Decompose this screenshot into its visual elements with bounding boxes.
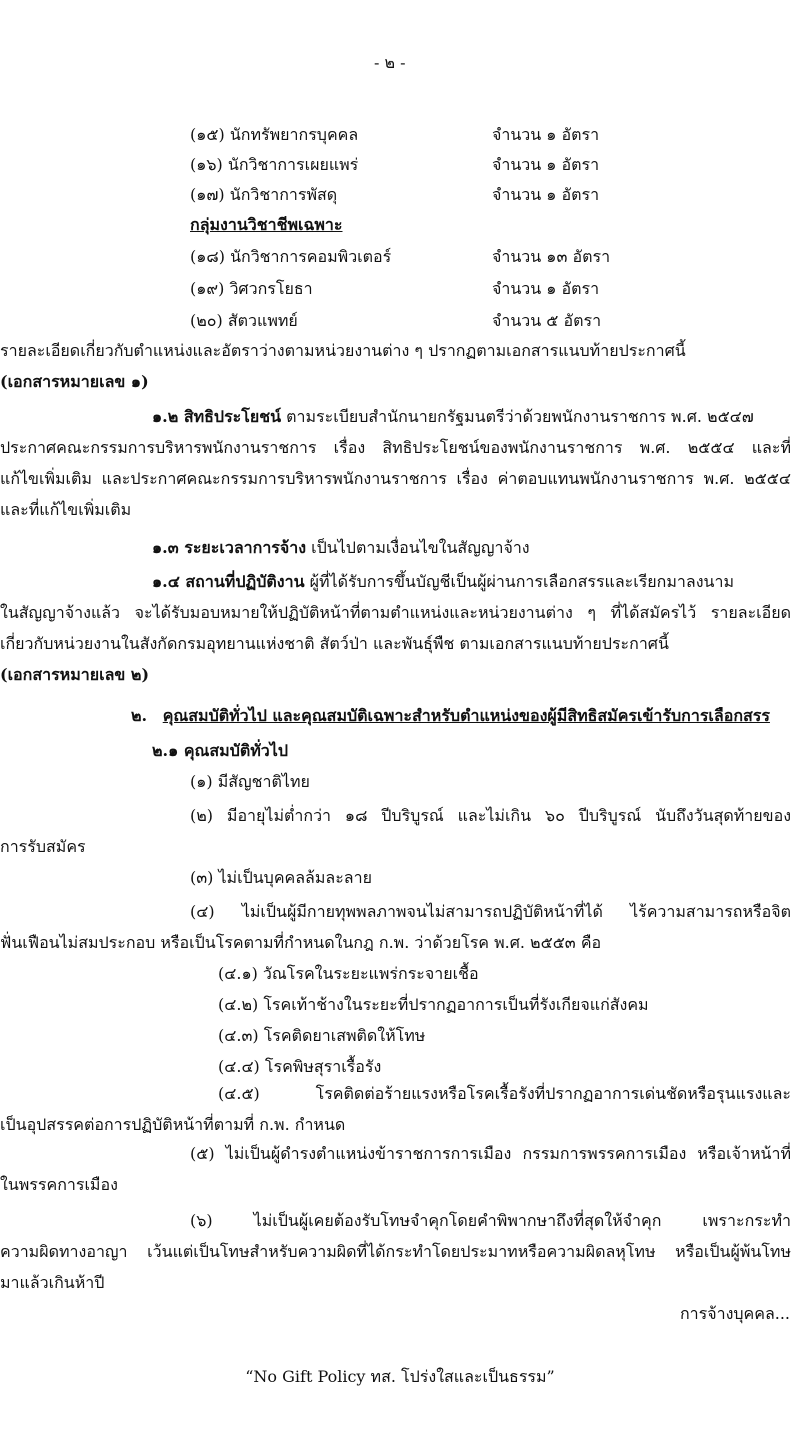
position-name: (๑๘) นักวิชาการคอมพิวเตอร์ bbox=[190, 247, 392, 266]
group-heading: กลุ่มงานวิชาชีพเฉพาะ bbox=[190, 215, 343, 234]
qualification-4-5-line1: (๔.๕) โรคติดต่อร้ายแรงหรือโรคเรื้อรังที่ปรากฏอาการเด่นชัดหรือรุนแรงและ bbox=[218, 1084, 791, 1103]
qualification-6-line1: (๖) ไม่เป็นผู้เคยต้องรับโทษจำคุกโดยคำพิพากษาถึงที่สุดให้จำคุก เพราะกระทำ bbox=[190, 1211, 791, 1230]
doc-ref-2: (เอกสารหมายเลข ๒) bbox=[0, 665, 150, 684]
section-1-2-line4: และที่แก้ไขเพิ่มเติม bbox=[0, 500, 132, 519]
section-1-3 bbox=[152, 537, 530, 559]
position-count: จำนวน ๑ อัตรา bbox=[492, 125, 600, 144]
qualification-4-2: (๔.๒) โรคเท้าช้างในระยะที่ปรากฏอาการเป็นที่รังเกียจแก่สังคม bbox=[218, 995, 649, 1014]
section-1-4-line2: ในสัญญาจ้างแล้ว จะได้รับมอบหมายให้ปฏิบัติหน้าที่ตามตำแหน่งและหน่วยงานต่าง ๆ ที่ได้สมัครไว้ รายละเอียด bbox=[0, 603, 791, 622]
position-name: (๑๗) นักวิชาการพัสดุ bbox=[190, 185, 338, 204]
details-line: รายละเอียดเกี่ยวกับตำแหน่งและอัตราว่างตามหน่วยงานต่าง ๆ ปรากฏตามเอกสารแนบท้ายประกาศนี้ bbox=[0, 341, 686, 360]
position-name: (๒๐) สัตวแพทย์ bbox=[190, 311, 298, 330]
qualification-2-line2: การรับสมัคร bbox=[0, 837, 86, 856]
footer-slogan: “No Gift Policy ทส. โปร่งใสและเป็นธรรม” bbox=[245, 1367, 555, 1386]
section-1-4-title: ๑.๔ สถานที่ปฏิบัติงาน bbox=[152, 572, 305, 591]
position-name: (๑๖) นักวิชาการเผยแพร่ bbox=[190, 155, 359, 174]
section-1-3-title: ๑.๓ ระยะเวลาการจ้าง bbox=[152, 538, 307, 557]
doc-ref-1: (เอกสารหมายเลข ๑) bbox=[0, 372, 149, 391]
qualification-1: (๑) มีสัญชาติไทย bbox=[190, 772, 310, 791]
section-2-1-title: ๒.๑ คุณสมบัติทั่วไป bbox=[152, 741, 288, 760]
qualification-6-line3: มาแล้วเกินห้าปี bbox=[0, 1273, 105, 1292]
section-2-title: คุณสมบัติทั่วไป และคุณสมบัติเฉพาะสำหรับตำแหน่งของผู้มีสิทธิสมัครเข้ารับการเลือกสรร bbox=[162, 706, 770, 725]
qualification-2-line1: (๒) มีอายุไม่ต่ำกว่า ๑๘ ปีบริบูรณ์ และไม่เกิน ๖๐ ปีบริบูรณ์ นับถึงวันสุดท้ายของ bbox=[190, 806, 791, 825]
qualification-4-line2: ฟั่นเฟือนไม่สมประกอบ หรือเป็นโรคตามที่กำหนดในกฎ ก.พ. ว่าด้วยโรค พ.ศ. ๒๕๕๓ คือ bbox=[0, 933, 602, 952]
section-1-2-line1: ตามระเบียบสำนักนายกรัฐมนตรีว่าด้วยพนักงานราชการ พ.ศ. ๒๕๔๗ bbox=[286, 407, 754, 426]
qualification-5-line2: ในพรรคการเมือง bbox=[0, 1175, 118, 1194]
qualification-5-line1: (๕) ไม่เป็นผู้ดำรงตำแหน่งข้าราชการการเมือง กรรมการพรรคการเมือง หรือเจ้าหน้าที่ bbox=[190, 1144, 791, 1163]
continuation-text: การจ้างบุคคล... bbox=[679, 1304, 790, 1323]
section-1-3-text: เป็นไปตามเงื่อนไขในสัญญาจ้าง bbox=[311, 538, 530, 557]
section-2-heading bbox=[131, 705, 770, 727]
qualification-6-line2: ความผิดทางอาญา เว้นแต่เป็นโทษสำหรับความผิดที่ได้กระทำโดยประมาทหรือความผิดลหุโทษ หรือเป็นผู้พ้นโทษ bbox=[0, 1242, 791, 1261]
position-count: จำนวน ๑ อัตรา bbox=[492, 185, 600, 204]
qualification-3: (๓) ไม่เป็นบุคคลล้มละลาย bbox=[190, 868, 372, 887]
page-number: - ๒ - bbox=[374, 53, 406, 72]
qualification-4-1: (๔.๑) วัณโรคในระยะแพร่กระจายเชื้อ bbox=[218, 964, 479, 983]
position-name: (๑๙) วิศวกรโยธา bbox=[190, 279, 313, 298]
section-1-2-line2: ประกาศคณะกรรมการบริหารพนักงานราชการ เรื่อง สิทธิประโยชน์ของพนักงานราชการ พ.ศ. ๒๕๕๔ และที่ bbox=[0, 438, 791, 457]
position-name: (๑๕) นักทรัพยากรบุคคล bbox=[190, 125, 359, 144]
qualification-4-line1: (๔) ไม่เป็นผู้มีกายทุพพลภาพจนไม่สามารถปฏิบัติหน้าที่ได้ ไร้ความสามารถหรือจิต bbox=[190, 902, 791, 921]
section-1-4-line3: เกี่ยวกับหน่วยงานในสังกัดกรมอุทยานแห่งชาติ สัตว์ป่า และพันธุ์พืช ตามเอกสารแนบท้ายประกาศนี้ bbox=[0, 634, 669, 653]
section-1-2-title: ๑.๒ สิทธิประโยชน์ bbox=[152, 407, 282, 426]
section-1-4-line1: ผู้ที่ได้รับการขึ้นบัญชีเป็นผู้ผ่านการเลือกสรรและเรียกมาลงนาม bbox=[309, 572, 734, 591]
position-count: จำนวน ๕ อัตรา bbox=[492, 311, 602, 330]
qualification-4-4: (๔.๔) โรคพิษสุราเรื้อรัง bbox=[218, 1057, 382, 1076]
qualification-4-5-line2: เป็นอุปสรรคต่อการปฏิบัติหน้าที่ตามที่ ก.พ. กำหนด bbox=[0, 1115, 346, 1134]
position-count: จำนวน ๑ อัตรา bbox=[492, 279, 600, 298]
section-1-2-line3: แก้ไขเพิ่มเติม และประกาศคณะกรรมการบริหารพนักงานราชการ เรื่อง ค่าตอบแทนพนักงานราชการ พ.ศ. ๒๕๕๔ bbox=[0, 469, 791, 488]
position-count: จำนวน ๑ อัตรา bbox=[492, 155, 600, 174]
qualification-4-3: (๔.๓) โรคติดยาเสพติดให้โทษ bbox=[218, 1026, 426, 1045]
position-count: จำนวน ๑๓ อัตรา bbox=[492, 247, 611, 266]
section-2-number: ๒. bbox=[131, 706, 148, 725]
